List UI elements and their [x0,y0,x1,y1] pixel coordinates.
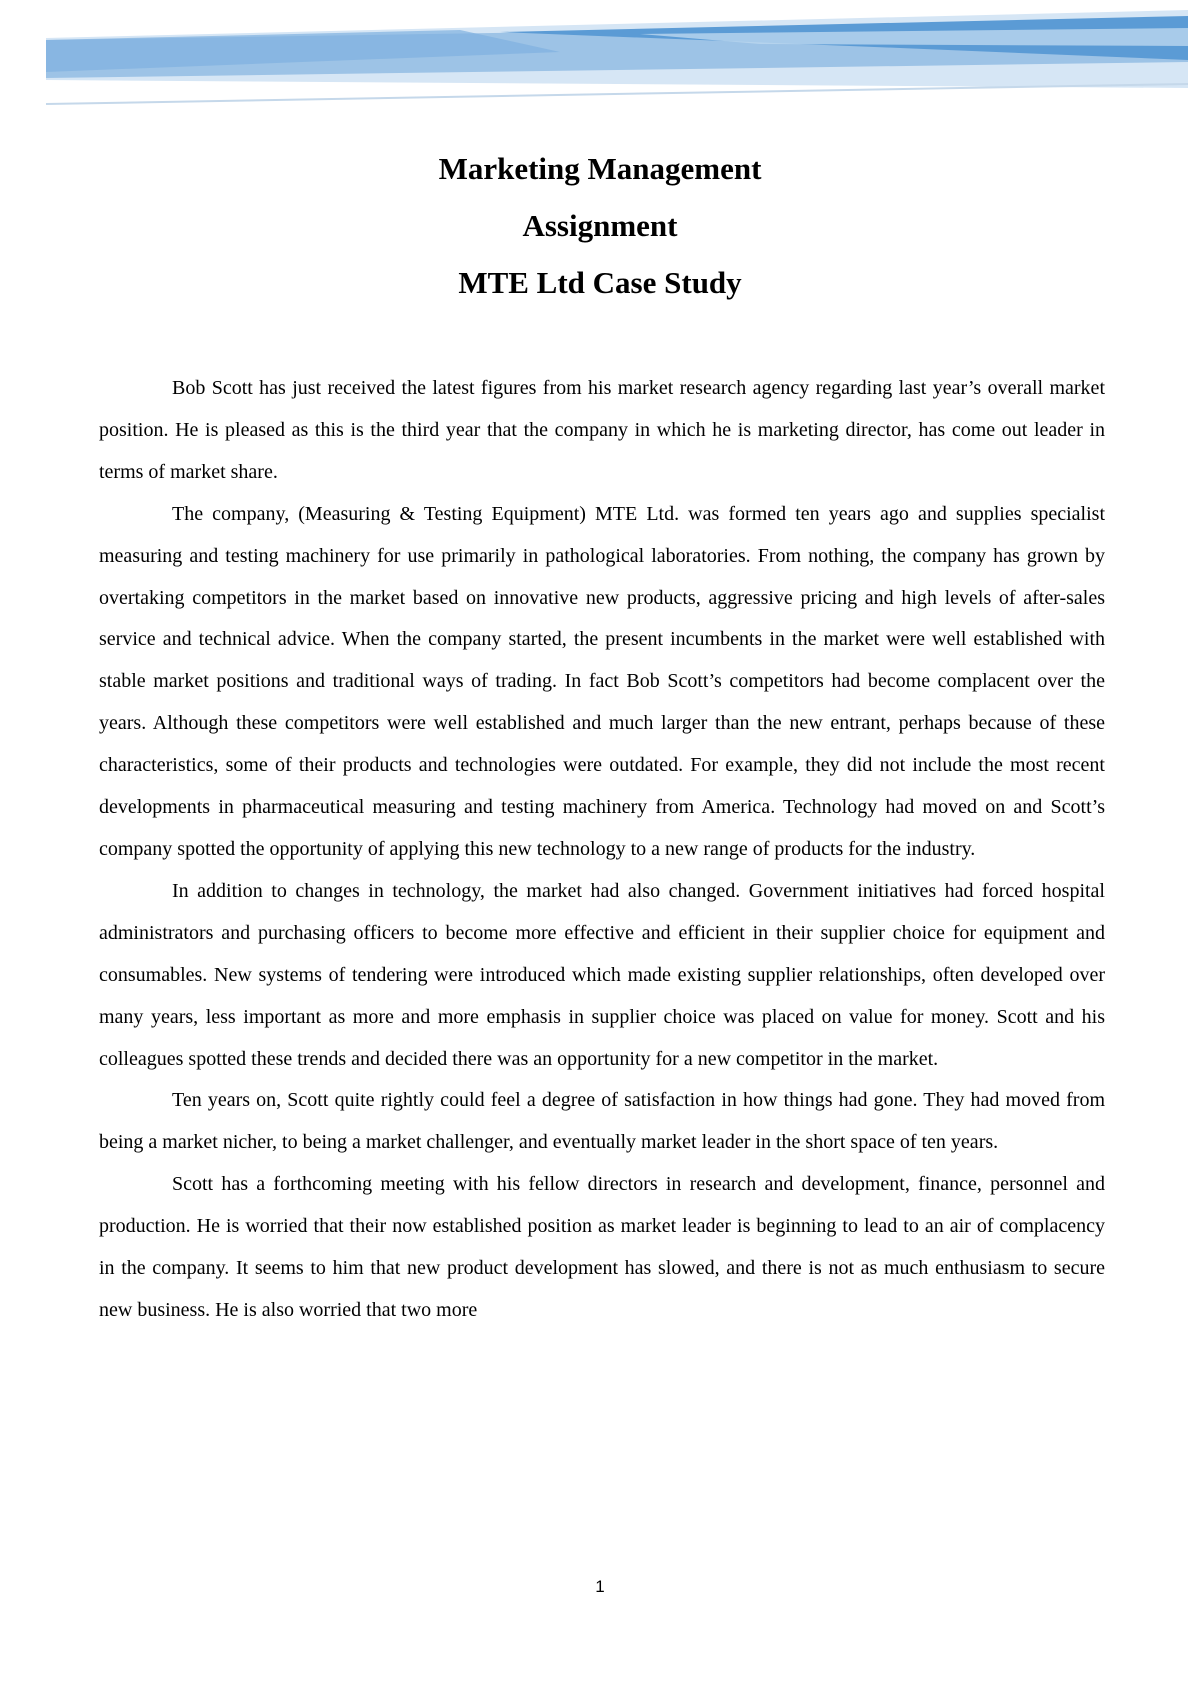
paragraph: Ten years on, Scott quite rightly could feel a degree of satisfaction in how things had gone. They had moved from being a market nicher, to being a market challenger, and eventually market leader in the short space of ten years. [99,1089,1105,1154]
title-block [0,140,1200,311]
paragraph: In addition to changes in technology, the market had also changed. Government initiatives had forced hospital administrators and purchasing officers to become more effective and efficient in their supplier choice for equipment and consumables. New systems of tendering were introduced which made existing supplier relationships, often developed over many years, less important as more and more emphasis in supplier choice was placed on value for money. Scott and his colleagues spotted these trends and decided there was an opportunity for a new competitor in the market. [99,879,1105,1070]
paragraph: The company, (Measuring & Testing Equipment) MTE Ltd. was formed ten years ago and supplies specialist measuring and testing machinery for use primarily in pathological laboratories. From nothing, the company has grown by overtaking competitors in the market based on innovative new products, aggressive pricing and high levels of after-sales service and technical advice. When the company started, the present incumbents in the market were well established with stable market positions and traditional ways of trading. In fact Bob Scott’s competitors had become complacent over the years. Although these competitors were well established and much larger than the new entrant, perhaps because of these characteristics, some of their products and technologies were outdated. For example, they did not include the most recent developments in pharmaceutical measuring and testing machinery from America. Technology had moved on and Scott’s company spotted the opportunity of applying this new technology to a new range of products for the industry. [99,502,1105,860]
header-rule [46,84,1188,104]
document-subtitle: Assignment [522,208,678,243]
header-decoration [0,0,1200,120]
paragraph: Scott has a forthcoming meeting with his fellow directors in research and development, finance, personnel and production. He is worried that their now established position as market leader is beginning to lead to an air of complacency in the company. It seems to him that new product development has slowed, and there is not as much enthusiasm to secure new business. He is also worried that two more [99,1173,1105,1321]
page-number: 1 [595,1577,605,1596]
case-study-title: MTE Ltd Case Study [458,265,742,300]
document-title: Marketing Management [438,151,762,186]
paragraph: Bob Scott has just received the latest figures from his market research agency regarding last year’s overall market position. He is pleased as this is the third year that the company in which he is marketing director, has come out leader in terms of market share. [99,377,1105,483]
body-text [99,368,1105,1332]
